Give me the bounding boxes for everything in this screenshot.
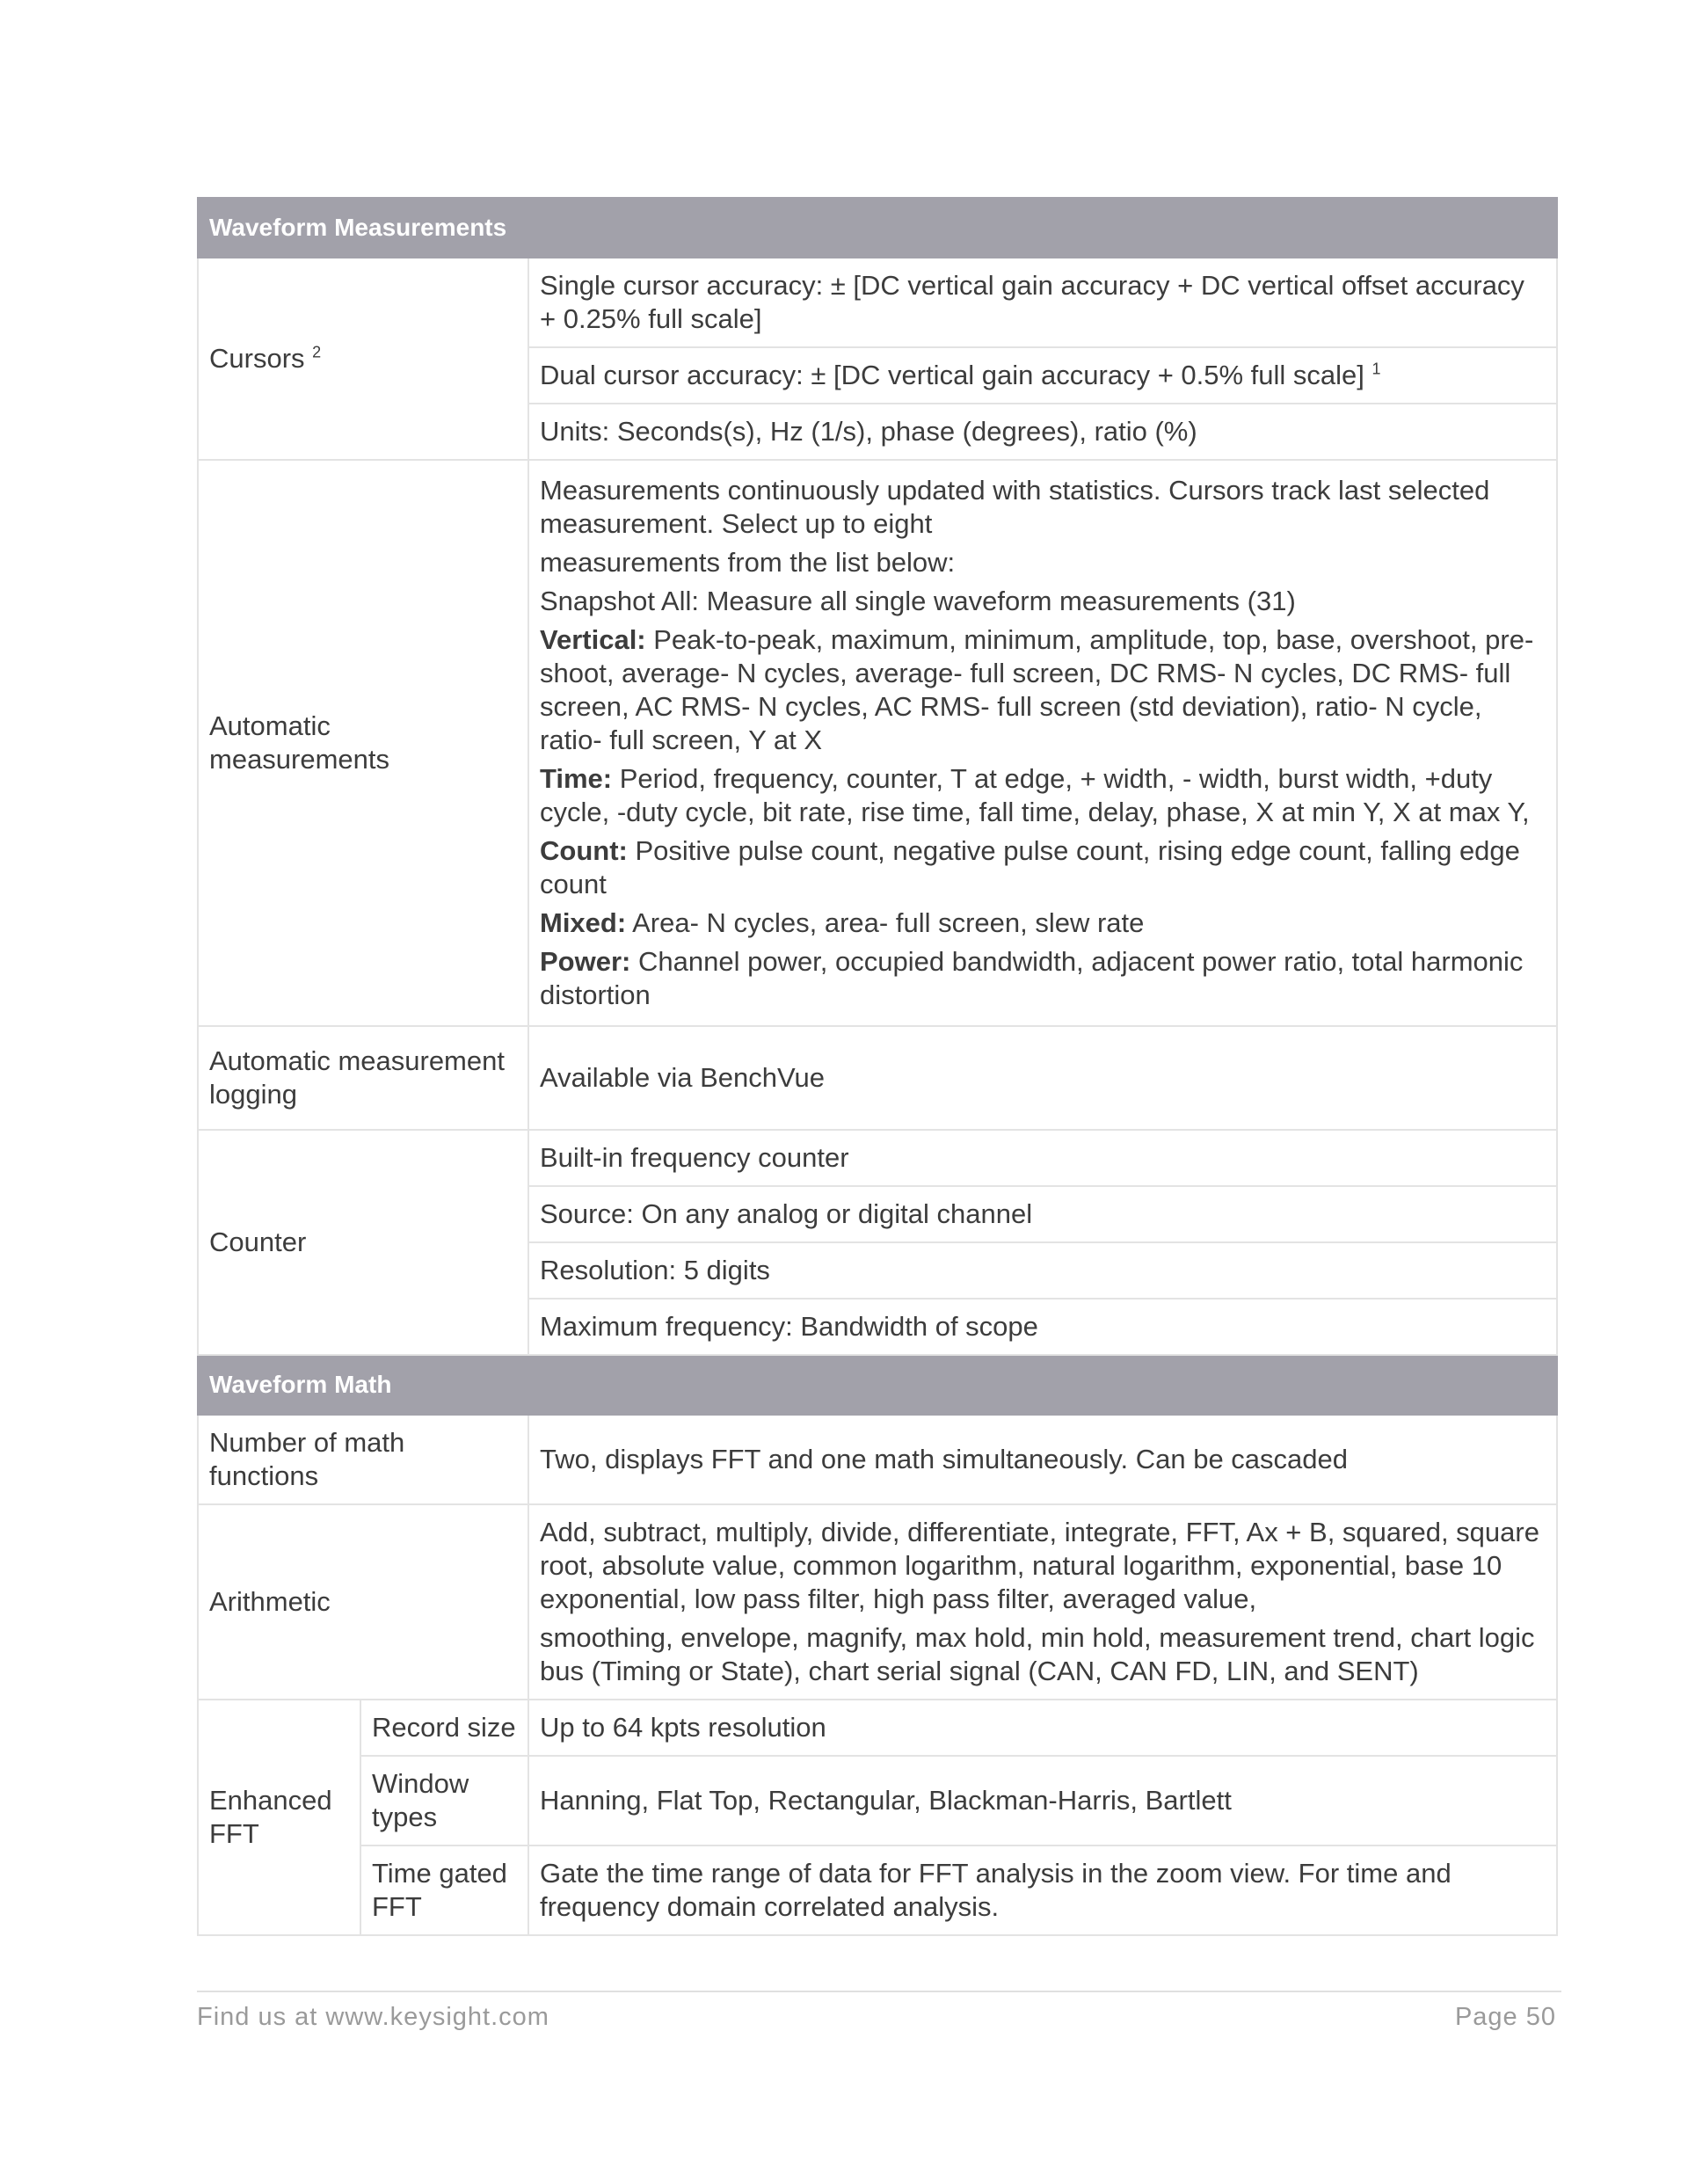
section-title: Waveform Math <box>198 1355 1557 1415</box>
auto-count-text: Positive pulse count, negative pulse count, rising edge count, falling edge count <box>540 835 1520 899</box>
table-row <box>198 1026 1557 1130</box>
auto-count-label: Count: <box>540 835 628 866</box>
row-label-fft: Enhanced FFT <box>198 1700 360 1935</box>
counter-row: Built-in frequency counter <box>528 1130 1557 1186</box>
table-row <box>198 1415 1557 1504</box>
table-row <box>198 460 1557 1026</box>
auto-time-label: Time: <box>540 763 613 794</box>
cursor-single-accuracy: Single cursor accuracy: ± [DC vertical gain accuracy + DC vertical offset accuracy + 0.25% full scale] <box>528 258 1557 347</box>
row-label-counter: Counter <box>198 1130 528 1355</box>
auto-power <box>540 945 1546 1012</box>
footer-divider <box>197 1991 1561 1992</box>
counter-row: Maximum frequency: Bandwidth of scope <box>528 1299 1557 1355</box>
spec-table <box>197 197 1558 1936</box>
fft-value: Gate the time range of data for FFT analysis in the zoom view. For time and frequency domain correlated analysis. <box>528 1845 1557 1935</box>
counter-row: Source: On any analog or digital channel <box>528 1186 1557 1242</box>
table-row <box>198 1130 1557 1186</box>
table-row <box>198 258 1557 347</box>
row-label-automatic: Automatic measurements <box>198 460 528 1026</box>
footnote-marker: 1 <box>1372 360 1381 378</box>
table-row <box>198 1756 1557 1845</box>
page-number: Page 50 <box>1454 2003 1556 2031</box>
fft-sub-label: Window types <box>360 1756 528 1845</box>
cursor-units: Units: Seconds(s), Hz (1/s), phase (degrees), ratio (%) <box>528 404 1557 460</box>
auto-mixed-text: Area- N cycles, area- full screen, slew rate <box>632 907 1145 938</box>
auto-mixed-label: Mixed: <box>540 907 627 938</box>
cursor-dual-text: Dual cursor accuracy: ± [DC vertical gain accuracy + 0.5% full scale] <box>540 360 1364 390</box>
row-label-arithmetic: Arithmetic <box>198 1504 528 1700</box>
math-functions-value: Two, displays FFT and one math simultaneously. Can be cascaded <box>528 1415 1557 1504</box>
auto-vertical-label: Vertical: <box>540 624 646 655</box>
auto-vertical-text: Peak-to-peak, maximum, minimum, amplitude, top, base, overshoot, pre-shoot, average- N cycles, average- full screen, DC RMS- N cycles, DC RMS- full screen, AC RMS- N cycles, AC RMS- full screen (std deviation), ratio- N cycle, ratio- full screen, Y at X <box>540 624 1534 755</box>
auto-count <box>540 834 1546 901</box>
footnote-marker: 2 <box>312 343 322 361</box>
auto-power-label: Power: <box>540 946 631 977</box>
table-row <box>198 1700 1557 1756</box>
table-row <box>198 1504 1557 1700</box>
section-title: Waveform Measurements <box>198 198 1557 258</box>
arithmetic-text-2: smoothing, envelope, magnify, max hold, min hold, measurement trend, chart logic bus (Timing or State), chart serial signal (CAN, CAN FD, LIN, and SENT) <box>540 1622 1535 1686</box>
auto-intro: Measurements continuously updated with statistics. Cursors track last selected measurement. Select up to eight <box>540 475 1490 539</box>
row-label-math-functions: Number of math functions <box>198 1415 528 1504</box>
table-row <box>198 1845 1557 1935</box>
row-label-logging: Automatic measurement logging <box>198 1026 528 1130</box>
auto-time-text: Period, frequency, counter, T at edge, + width, - width, burst width, +duty cycle, -duty cycle, bit rate, rise time, fall time, delay, phase, X at min Y, X at max Y, <box>540 763 1530 827</box>
footer-website[interactable]: Find us at www.keysight.com <box>197 2003 549 2031</box>
auto-mixed <box>540 906 1546 940</box>
auto-snapshot: Snapshot All: Measure all single waveform measurements (31) <box>540 586 1296 616</box>
auto-vertical <box>540 623 1546 757</box>
cursors-label: Cursors <box>209 343 305 374</box>
section-header-math <box>198 1355 1557 1415</box>
cursor-dual-accuracy <box>528 347 1557 404</box>
logging-value: Available via BenchVue <box>528 1026 1557 1130</box>
auto-intro-2: measurements from the list below: <box>540 547 956 578</box>
fft-value: Hanning, Flat Top, Rectangular, Blackman-Harris, Bartlett <box>528 1756 1557 1845</box>
row-label-cursors <box>198 258 528 460</box>
section-header-measurements <box>198 198 1557 258</box>
arithmetic-cell <box>528 1504 1557 1700</box>
counter-row: Resolution: 5 digits <box>528 1242 1557 1299</box>
fft-value: Up to 64 kpts resolution <box>528 1700 1557 1756</box>
automatic-measurements-cell <box>528 460 1557 1026</box>
fft-sub-label: Time gated FFT <box>360 1845 528 1935</box>
auto-power-text: Channel power, occupied bandwidth, adjacent power ratio, total harmonic distortion <box>540 946 1524 1010</box>
fft-sub-label: Record size <box>360 1700 528 1756</box>
arithmetic-text-1: Add, subtract, multiply, divide, differentiate, integrate, FFT, Ax + B, squared, square root, absolute value, common logarithm, natural logarithm, exponential, base 10 exponential, low pass filter, high pass filter, averaged value, <box>540 1517 1539 1614</box>
auto-time <box>540 762 1546 829</box>
